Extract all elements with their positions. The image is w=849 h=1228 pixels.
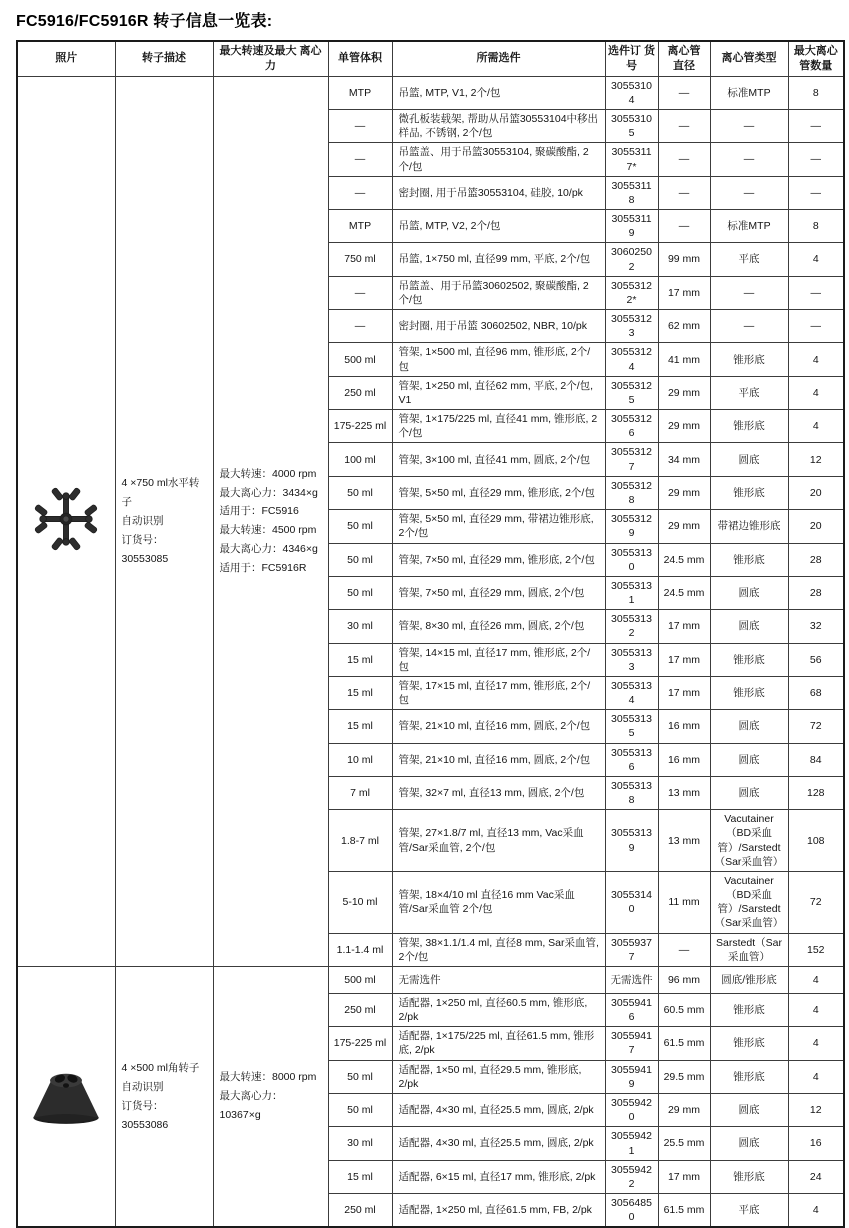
rotor-specs-line: 最大转速：4500 rpm: [219, 524, 317, 537]
rotor-section: [17, 966, 844, 1227]
cell-diameter: 41 mm: [658, 343, 710, 376]
cell-tube-type: 锥形底: [710, 410, 788, 443]
cell-volume: 50 ml: [328, 1060, 392, 1093]
cell-option: 吊篮, MTP, V2, 2个/包: [392, 210, 605, 243]
cell-order-no: 30553140: [605, 871, 658, 933]
rotor-description-line: 订货号：30553085: [121, 533, 169, 565]
cell-option: 管架, 1×250 ml, 直径62 mm, 平底, 2个/包, V1: [392, 376, 605, 409]
cell-tube-type: 锥形底: [710, 343, 788, 376]
cell-order-no: 30553104: [605, 76, 658, 109]
cell-option: 适配器, 1×250 ml, 直径61.5 mm, FB, 2/pk: [392, 1194, 605, 1228]
cell-order-no: 30602502: [605, 243, 658, 276]
cell-volume: MTP: [328, 76, 392, 109]
cell-option: 管架, 14×15 ml, 直径17 mm, 锥形底, 2个/包: [392, 643, 605, 676]
rotor-description-line: 订货号：30553086: [121, 1099, 169, 1131]
cell-tube-type: 平底: [710, 1194, 788, 1228]
cell-option: 管架, 27×1.8/7 ml, 直径13 mm, Vac采血管/Sar采血管, 2个/包: [392, 810, 605, 872]
cell-option: 吊篮盖、用于吊篮30602502, 聚碳酸酯, 2个/包: [392, 276, 605, 309]
cell-max-count: —: [788, 176, 844, 209]
cell-diameter: 17 mm: [658, 276, 710, 309]
cell-tube-type: Vacutainer（BD采血管）/Sarstedt（Sar采血管）: [710, 810, 788, 872]
cell-volume: 250 ml: [328, 1194, 392, 1228]
cell-diameter: 24.5 mm: [658, 576, 710, 609]
cell-volume: 30 ml: [328, 1127, 392, 1160]
cell-volume: —: [328, 143, 392, 176]
cell-max-count: 4: [788, 1027, 844, 1060]
cell-option: 密封圈, 用于吊篮 30602502, NBR, 10/pk: [392, 310, 605, 343]
cell-tube-type: 锥形底: [710, 1027, 788, 1060]
cell-option: 微孔板装载架, 帮助从吊篮30553104中移出样品, 不锈钢, 2个/包: [392, 110, 605, 143]
table-row: [17, 76, 844, 109]
cell-order-no: 30553119: [605, 210, 658, 243]
cell-diameter: 61.5 mm: [658, 1027, 710, 1060]
cell-max-count: 28: [788, 543, 844, 576]
cell-max-count: 84: [788, 743, 844, 776]
cell-max-count: —: [788, 110, 844, 143]
cell-order-no: 30553129: [605, 510, 658, 543]
cell-max-count: —: [788, 143, 844, 176]
cell-volume: 100 ml: [328, 443, 392, 476]
cell-option: 适配器, 6×15 ml, 直径17 mm, 锥形底, 2/pk: [392, 1160, 605, 1193]
cell-diameter: 11 mm: [658, 871, 710, 933]
cell-volume: —: [328, 276, 392, 309]
cell-diameter: 29 mm: [658, 376, 710, 409]
cell-tube-type: —: [710, 310, 788, 343]
cell-volume: 50 ml: [328, 576, 392, 609]
cell-max-count: 24: [788, 1160, 844, 1193]
rotor-description-line: 4 ×500 ml角转子: [121, 1061, 200, 1074]
cell-max-count: 12: [788, 443, 844, 476]
cell-diameter: 99 mm: [658, 243, 710, 276]
cell-volume: 7 ml: [328, 776, 392, 809]
cell-max-count: 4: [788, 1194, 844, 1228]
cell-tube-type: Vacutainer（BD采血管）/Sarstedt（Sar采血管）: [710, 871, 788, 933]
col-options: 所需选件: [392, 41, 605, 76]
cell-volume: 15 ml: [328, 643, 392, 676]
cell-max-count: 4: [788, 243, 844, 276]
cell-diameter: 29 mm: [658, 476, 710, 509]
cell-tube-type: 锥形底: [710, 1060, 788, 1093]
cell-option: 管架, 3×100 ml, 直径41 mm, 圆底, 2个/包: [392, 443, 605, 476]
cell-order-no: 30553122*: [605, 276, 658, 309]
cell-order-no: 30559416: [605, 993, 658, 1026]
cell-option: 管架, 5×50 ml, 直径29 mm, 带裙边锥形底, 2个/包: [392, 510, 605, 543]
cell-diameter: —: [658, 176, 710, 209]
cell-order-no: 30553124: [605, 343, 658, 376]
cell-max-count: 20: [788, 476, 844, 509]
cell-max-count: 108: [788, 810, 844, 872]
cell-tube-type: 锥形底: [710, 543, 788, 576]
cell-max-count: 4: [788, 993, 844, 1026]
cell-diameter: 34 mm: [658, 443, 710, 476]
cell-diameter: —: [658, 210, 710, 243]
rotor-section: [17, 76, 844, 966]
cell-diameter: 16 mm: [658, 710, 710, 743]
cell-option: 管架, 1×175/225 ml, 直径41 mm, 锥形底, 2个/包: [392, 410, 605, 443]
cell-order-no: 无需选件: [605, 966, 658, 993]
cell-tube-type: 锥形底: [710, 993, 788, 1026]
cell-order-no: 30559419: [605, 1060, 658, 1093]
rotor-photo-cell: [17, 966, 115, 1227]
cell-order-no: 30553117*: [605, 143, 658, 176]
cell-tube-type: 锥形底: [710, 676, 788, 709]
cell-volume: 15 ml: [328, 1160, 392, 1193]
cell-volume: 250 ml: [328, 376, 392, 409]
cell-tube-type: —: [710, 143, 788, 176]
cell-order-no: 30553125: [605, 376, 658, 409]
cell-diameter: 13 mm: [658, 810, 710, 872]
cell-order-no: 30553138: [605, 776, 658, 809]
col-tube-volume: 单管体积: [328, 41, 392, 76]
cell-option: 密封圈, 用于吊篮30553104, 硅胶, 10/pk: [392, 176, 605, 209]
rotor-photo-cell: [17, 76, 115, 966]
cell-volume: 50 ml: [328, 543, 392, 576]
cell-diameter: 17 mm: [658, 1160, 710, 1193]
cell-diameter: —: [658, 76, 710, 109]
cell-volume: 175-225 ml: [328, 410, 392, 443]
cell-tube-type: 圆底: [710, 610, 788, 643]
rotor-specs-line: 最大离心力：10367×g: [219, 1090, 283, 1122]
col-rotor-desc: 转子描述: [115, 41, 213, 76]
rotor-specs-line: 适用于：FC5916: [219, 505, 299, 518]
cell-order-no: 30559417: [605, 1027, 658, 1060]
rotor-description-line: 自动识别: [121, 514, 164, 527]
cell-diameter: 29.5 mm: [658, 1060, 710, 1093]
cell-tube-type: Sarstedt（Sar采血管）: [710, 933, 788, 966]
cell-order-no: 30559421: [605, 1127, 658, 1160]
cell-diameter: —: [658, 143, 710, 176]
cell-volume: —: [328, 110, 392, 143]
cell-diameter: 17 mm: [658, 610, 710, 643]
cell-order-no: 30553123: [605, 310, 658, 343]
cell-volume: 15 ml: [328, 710, 392, 743]
cell-volume: 15 ml: [328, 676, 392, 709]
cell-diameter: 17 mm: [658, 676, 710, 709]
rotor-specs-line: 最大离心力：4346×g: [219, 543, 318, 556]
cell-tube-type: 带裙边锥形底: [710, 510, 788, 543]
cell-order-no: 30553131: [605, 576, 658, 609]
cell-option: 吊篮, MTP, V1, 2个/包: [392, 76, 605, 109]
rotor-specs-line: 最大转速：4000 rpm: [219, 467, 317, 480]
cell-diameter: 62 mm: [658, 310, 710, 343]
cell-tube-type: 锥形底: [710, 643, 788, 676]
cell-order-no: 30553139: [605, 810, 658, 872]
cell-max-count: —: [788, 310, 844, 343]
cell-order-no: 30559422: [605, 1160, 658, 1193]
cell-order-no: 30553127: [605, 443, 658, 476]
cell-tube-type: 圆底/锥形底: [710, 966, 788, 993]
rotor-specs-line: 最大转速：8000 rpm: [219, 1071, 317, 1084]
page-title: FC5916/FC5916R 转子信息一览表:: [16, 13, 273, 30]
cell-volume: 50 ml: [328, 510, 392, 543]
cell-volume: 500 ml: [328, 966, 392, 993]
cell-tube-type: 圆底: [710, 443, 788, 476]
rotor-info-table: [16, 40, 845, 1228]
cell-tube-type: 圆底: [710, 710, 788, 743]
cell-diameter: —: [658, 933, 710, 966]
cell-option: 适配器, 4×30 ml, 直径25.5 mm, 圆底, 2/pk: [392, 1127, 605, 1160]
cell-diameter: 24.5 mm: [658, 543, 710, 576]
cell-max-count: —: [788, 276, 844, 309]
cell-max-count: 12: [788, 1094, 844, 1127]
cell-diameter: 96 mm: [658, 966, 710, 993]
cell-max-count: 4: [788, 376, 844, 409]
rotor-specs: [213, 76, 328, 966]
cell-option: 管架, 7×50 ml, 直径29 mm, 圆底, 2个/包: [392, 576, 605, 609]
cell-diameter: 16 mm: [658, 743, 710, 776]
cell-diameter: 29 mm: [658, 410, 710, 443]
cell-order-no: 30553126: [605, 410, 658, 443]
cell-option: 管架, 1×500 ml, 直径96 mm, 锥形底, 2个/包: [392, 343, 605, 376]
cell-max-count: 152: [788, 933, 844, 966]
cell-order-no: 30553133: [605, 643, 658, 676]
cell-max-count: 68: [788, 676, 844, 709]
cell-tube-type: 锥形底: [710, 476, 788, 509]
rotor-specs: [213, 966, 328, 1227]
cell-max-count: 16: [788, 1127, 844, 1160]
cell-tube-type: —: [710, 176, 788, 209]
cell-option: 管架, 38×1.1/1.4 ml, 直径8 mm, Sar采血管, 2个/包: [392, 933, 605, 966]
rotor-specs-line: 适用于：FC5916R: [219, 562, 307, 575]
cell-volume: 175-225 ml: [328, 1027, 392, 1060]
cell-option: 适配器, 1×250 ml, 直径60.5 mm, 锥形底, 2/pk: [392, 993, 605, 1026]
cell-volume: 50 ml: [328, 1094, 392, 1127]
cell-max-count: 8: [788, 210, 844, 243]
col-max-tubes: 最大离心 管数量: [788, 41, 844, 76]
cell-volume: 50 ml: [328, 476, 392, 509]
swing-bucket-rotor-icon: [25, 482, 107, 556]
cell-max-count: 4: [788, 1060, 844, 1093]
cell-max-count: 4: [788, 410, 844, 443]
col-photo: 照片: [17, 41, 115, 76]
rotor-description-line: 自动识别: [121, 1080, 164, 1093]
col-tube-type: 离心管类型: [710, 41, 788, 76]
col-order-no: 选件订 货号: [605, 41, 658, 76]
cell-tube-type: 标准MTP: [710, 76, 788, 109]
cell-max-count: 128: [788, 776, 844, 809]
header-row: [17, 41, 844, 76]
cell-volume: 10 ml: [328, 743, 392, 776]
cell-option: 管架, 8×30 ml, 直径26 mm, 圆底, 2个/包: [392, 610, 605, 643]
table-header: [17, 41, 844, 76]
fixed-angle-rotor-icon: [23, 1057, 109, 1133]
cell-order-no: 30553132: [605, 610, 658, 643]
cell-diameter: 13 mm: [658, 776, 710, 809]
cell-tube-type: 锥形底: [710, 1160, 788, 1193]
cell-tube-type: 圆底: [710, 743, 788, 776]
cell-order-no: 30553128: [605, 476, 658, 509]
rotor-description-line: 4 ×750 ml水平转子: [121, 477, 200, 508]
cell-option: 管架, 32×7 ml, 直径13 mm, 圆底, 2个/包: [392, 776, 605, 809]
cell-max-count: 8: [788, 76, 844, 109]
cell-tube-type: 标准MTP: [710, 210, 788, 243]
cell-diameter: 17 mm: [658, 643, 710, 676]
cell-volume: 500 ml: [328, 343, 392, 376]
cell-order-no: 30553136: [605, 743, 658, 776]
cell-volume: 750 ml: [328, 243, 392, 276]
cell-max-count: 72: [788, 710, 844, 743]
rotor-description: [115, 76, 213, 966]
cell-order-no: 30559377: [605, 933, 658, 966]
cell-max-count: 20: [788, 510, 844, 543]
cell-option: 管架, 7×50 ml, 直径29 mm, 锥形底, 2个/包: [392, 543, 605, 576]
cell-tube-type: 圆底: [710, 1094, 788, 1127]
cell-volume: 250 ml: [328, 993, 392, 1026]
cell-diameter: 29 mm: [658, 510, 710, 543]
col-tube-diameter: 离心管 直径: [658, 41, 710, 76]
cell-max-count: 56: [788, 643, 844, 676]
cell-option: 适配器, 1×50 ml, 直径29.5 mm, 锥形底, 2/pk: [392, 1060, 605, 1093]
rotor-description: [115, 966, 213, 1227]
cell-option: 管架, 5×50 ml, 直径29 mm, 锥形底, 2个/包: [392, 476, 605, 509]
cell-option: 管架, 17×15 ml, 直径17 mm, 锥形底, 2个/包: [392, 676, 605, 709]
cell-order-no: 30553105: [605, 110, 658, 143]
cell-tube-type: 平底: [710, 376, 788, 409]
cell-volume: MTP: [328, 210, 392, 243]
cell-max-count: 4: [788, 966, 844, 993]
cell-max-count: 32: [788, 610, 844, 643]
cell-tube-type: —: [710, 110, 788, 143]
cell-max-count: 4: [788, 343, 844, 376]
cell-diameter: 61.5 mm: [658, 1194, 710, 1228]
cell-order-no: 30553118: [605, 176, 658, 209]
cell-max-count: 72: [788, 871, 844, 933]
cell-option: 适配器, 1×175/225 ml, 直径61.5 mm, 锥形底, 2/pk: [392, 1027, 605, 1060]
cell-volume: 5-10 ml: [328, 871, 392, 933]
cell-diameter: —: [658, 110, 710, 143]
cell-option: 吊篮, 1×750 ml, 直径99 mm, 平底, 2个/包: [392, 243, 605, 276]
cell-volume: —: [328, 176, 392, 209]
cell-diameter: 29 mm: [658, 1094, 710, 1127]
cell-diameter: 25.5 mm: [658, 1127, 710, 1160]
cell-max-count: 28: [788, 576, 844, 609]
table-row: [17, 966, 844, 993]
cell-volume: 1.8-7 ml: [328, 810, 392, 872]
cell-tube-type: 圆底: [710, 1127, 788, 1160]
cell-option: 吊篮盖、用于吊篮30553104, 聚碳酸酯, 2个/包: [392, 143, 605, 176]
cell-order-no: 30559420: [605, 1094, 658, 1127]
cell-option: 管架, 21×10 ml, 直径16 mm, 圆底, 2个/包: [392, 710, 605, 743]
cell-option: 适配器, 4×30 ml, 直径25.5 mm, 圆底, 2/pk: [392, 1094, 605, 1127]
cell-order-no: 30553130: [605, 543, 658, 576]
cell-volume: —: [328, 310, 392, 343]
cell-tube-type: 平底: [710, 243, 788, 276]
cell-option: 管架, 21×10 ml, 直径16 mm, 圆底, 2个/包: [392, 743, 605, 776]
cell-tube-type: 圆底: [710, 576, 788, 609]
rotor-specs-line: 最大离心力：3434×g: [219, 486, 318, 499]
cell-tube-type: 圆底: [710, 776, 788, 809]
cell-option: 无需选件: [392, 966, 605, 993]
cell-volume: 1.1-1.4 ml: [328, 933, 392, 966]
cell-diameter: 60.5 mm: [658, 993, 710, 1026]
cell-order-no: 30553134: [605, 676, 658, 709]
cell-order-no: 30553135: [605, 710, 658, 743]
cell-volume: 30 ml: [328, 610, 392, 643]
col-max-speed: 最大转速及最大 离心力: [213, 41, 328, 76]
cell-order-no: 30564850: [605, 1194, 658, 1228]
cell-option: 管架, 18×4/10 ml 直径16 mm Vac采血管/Sar采血管 2个/包: [392, 871, 605, 933]
cell-tube-type: —: [710, 276, 788, 309]
